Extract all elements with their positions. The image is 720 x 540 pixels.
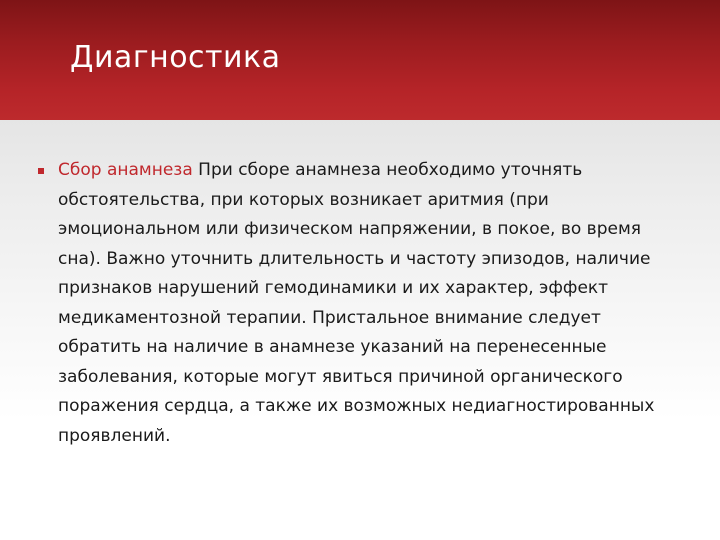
bullet-text: При сборе анамнеза необходимо уточнять обстоятельства, при которых возникает аритмия (при эмоциональном или физическом напряжении, в покое, во время сна). Важно уточнить длительность и частоту эпизодов, наличие признаков нарушений гемодинамики и их характер, эффект медикаментозной терапии. Пристальное внимание следует обратить на наличие в анамнезе указаний на перенесенные заболевания, которые могут явиться причиной органического поражения сердца, а также их возможных недиагностированных проявлений.	[58, 160, 655, 446]
bullet-item	[38, 156, 678, 451]
slide-content	[38, 156, 678, 451]
square-bullet-icon	[38, 168, 44, 174]
bullet-lead: Сбор анамнеза	[58, 160, 193, 180]
slide-title: Диагностика	[70, 40, 281, 75]
title-bar	[0, 0, 720, 120]
